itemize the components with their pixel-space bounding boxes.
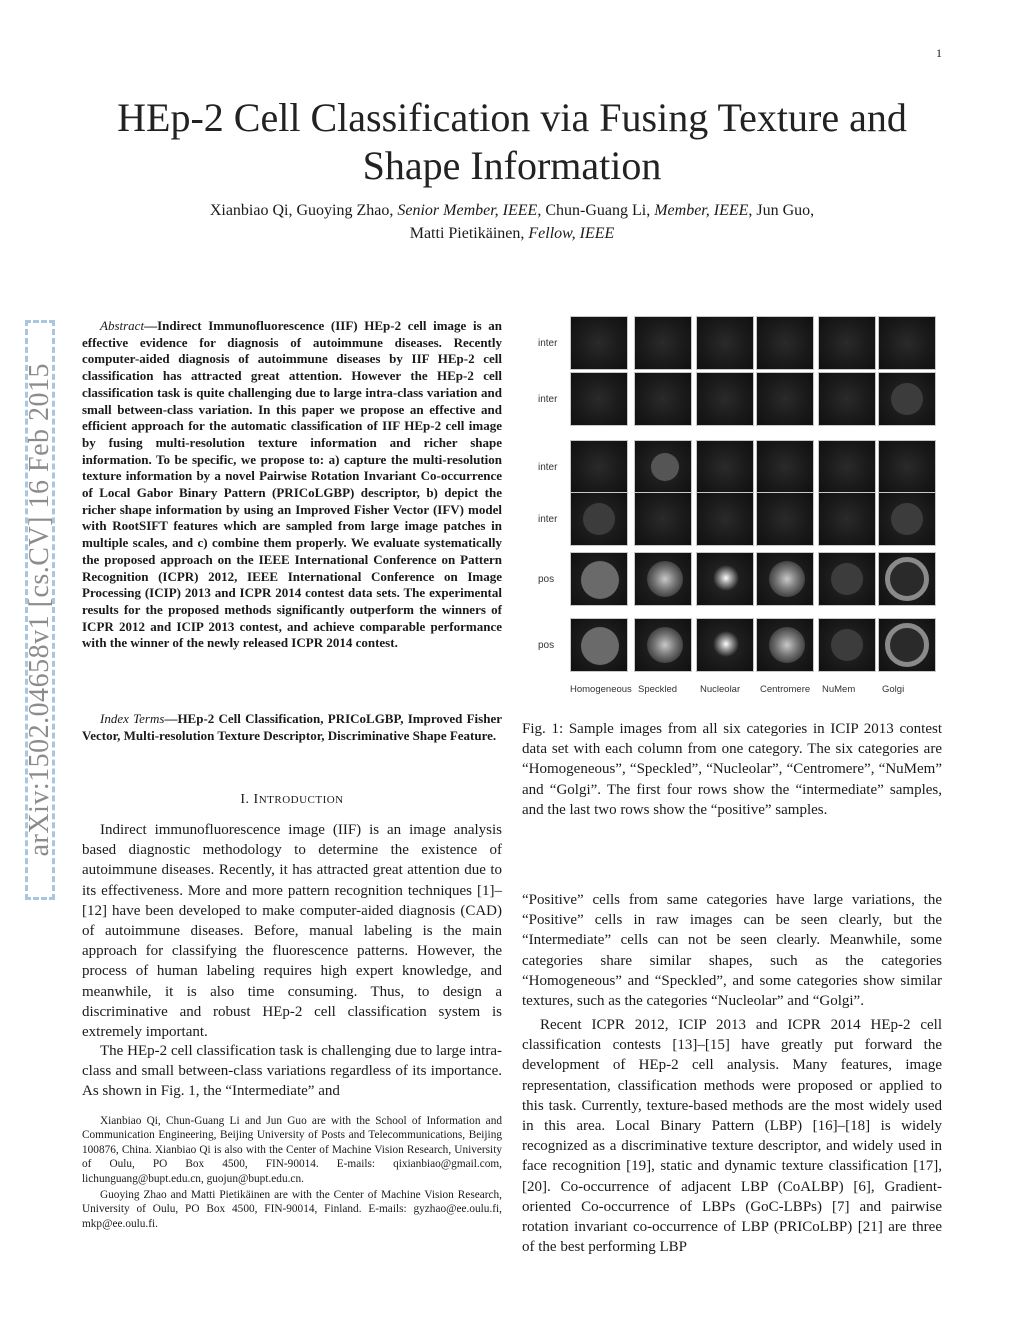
figure-cell-image — [570, 618, 628, 672]
figure-column-label: Centromere — [760, 684, 811, 695]
intro-paragraph-1: Indirect immunofluorescence image (IIF) is an image analysis based diagnostic methodology to determine the existence of autoimmune diseases. Recently, it has attracted great attention due to its effectiveness. More and more pattern recognition techniques [1]–[12] have been developed to make computer-aided diagnosis (CAD) of autoimmune diseases. Before, manual labeling is the main approach for classifying the fluorescence patterns. However, the process of human labeling requires high expert knowledge, and meanwhile, it is also time consuming. Thus, to design a discriminative and robust HEp-2 cell classification system is extremely important. — [82, 822, 502, 1041]
intro-paragraph-2: The HEp-2 cell classification task is challenging due to large intra-class and small between-class variations regardless of its importance. As shown in Fig. 1, the “Intermediate” and — [82, 1043, 502, 1100]
figure-cell-image — [634, 316, 692, 370]
figure-column-label: Nucleolar — [700, 684, 741, 695]
author-membership-2: Member, IEEE — [654, 202, 749, 219]
figure-column-label: NuMem — [822, 684, 856, 695]
figure-cell-image — [696, 492, 754, 546]
figure-cell-image — [634, 618, 692, 672]
index-terms — [82, 711, 502, 744]
figure-cell-image — [878, 618, 936, 672]
cell-nucleus — [885, 623, 929, 667]
author-names-1: Xianbiao Qi, Guoying Zhao, — [209, 202, 394, 219]
figure-cell-image — [818, 618, 876, 672]
right-paragraph-2: Recent ICPR 2012, ICIP 2013 and ICPR 2014 HEp-2 cell classification contests [13]–[15] have greatly put forward the development of HEp-2 cell analysis. Many features, image representation, classification methods were proposed or applied to this task. Currently, texture-based methods are the most widely used in this area. Local Binary Pattern (LBP) [16]–[18] is widely recognized as a discriminative texture descriptor, and widely used in face recognition [19], static and dynamic texture classification [17], [20]. Co-occurrence of adjacent LBP (CoALBP) [6], Gradient-oriented Co-occurrence of LBPs (GoC-LBPs) [7] and pairwise rotation invariant co-occurrence of LBP (PRICoLBP) [21] are three of the best performing LBP — [522, 1017, 942, 1256]
figure-cell-image — [570, 440, 628, 494]
figure-cell-image — [878, 552, 936, 606]
figure-cell-image — [570, 492, 628, 546]
author-membership-1: Senior Member, IEEE — [397, 202, 538, 219]
author-list — [100, 199, 924, 245]
figure-cell-image — [634, 372, 692, 426]
figure-1 — [536, 312, 946, 702]
figure-cell-image — [696, 316, 754, 370]
abstract-text: —Indirect Immunofluorescence (IIF) HEp-2 cell image is an effective evidence for diagnosis of autoimmune diseases. Recently computer-aided diagnosis of autoimmune diseases by IIF HEp-2 cell classification has attracted great attention. However the HEp-2 cell classification task is quite challenging due to large intra-class variation and small between-class variation. In this paper we propose an effective and efficient approach for the automatic classification of IIF HEp-2 cell image by fusing multi-resolution texture information and richer shape information. To be specific, we propose to: a) capture the multi-resolution texture information by a novel Pairwise Rotation Invariant Co-occurrence of Local Gabor Binary Pattern (PRICoLGBP) descriptor, b) depict the richer shape information by using an Improved Fisher Vector (IFV) model with RootSIFT features which are sampled from large image patches in multiple scales, and c) combine them properly. We evaluate systematically the proposed approach on the IEEE International Conference on Pattern Recognition (ICPR) 2012, IEEE International Conference on Image Processing (ICIP) 2013 and ICPR 2014 contest data sets. The experimental results for the proposed methods significantly outperform the winners of ICPR 2012 and ICIP 2013 contest, and achieve comparable performance with the winner of the newly released ICPR 2014 contest. — [82, 318, 502, 651]
section-number: I. — [240, 792, 254, 807]
figure-row-label: inter — [538, 394, 558, 405]
cell-nucleus — [769, 561, 805, 597]
figure-row-label: pos — [538, 574, 555, 585]
cell-nucleus — [647, 561, 683, 597]
section-title: NTRODUCTION — [258, 794, 344, 806]
figure-cell-image — [756, 440, 814, 494]
figure-cell-image — [570, 372, 628, 426]
figure-row-label: inter — [538, 338, 558, 349]
cell-nucleus — [891, 383, 923, 415]
figure-cell-image — [634, 440, 692, 494]
figure-caption: Fig. 1: Sample images from all six categories in ICIP 2013 contest data set with each column from one category. The six categories are “Homogeneous”, “Speckled”, “Nucleolar”, “Centromere”, “NuMem” and “Golgi”. The first four rows show the “intermediate” samples, and the last two rows show the “positive” samples. — [522, 721, 942, 818]
figure-cell-image — [818, 440, 876, 494]
author-names-3: , Jun Guo, — [748, 202, 815, 219]
figure-cell-image — [756, 372, 814, 426]
figure-cell-image — [878, 372, 936, 426]
cell-nucleus — [885, 557, 929, 601]
arxiv-identifier: arXiv:1502.04658v1 [cs.CV] 16 Feb 2015 — [24, 363, 55, 857]
figure-column-label: Golgi — [882, 684, 905, 695]
figure-cell-image — [756, 618, 814, 672]
figure-cell-image — [818, 492, 876, 546]
figure-cell-image — [696, 372, 754, 426]
cell-nucleus — [581, 627, 619, 665]
page-number: 1 — [936, 46, 942, 60]
cell-nucleus — [583, 503, 615, 535]
figure-cell-image — [878, 440, 936, 494]
figure-cell-image — [818, 552, 876, 606]
paper-title: HEp-2 Cell Classification via Fusing Texture and Shape Information — [117, 95, 907, 188]
figure-cell-image — [634, 552, 692, 606]
figure-column-label: Speckled — [638, 684, 678, 695]
cell-nucleus — [831, 629, 863, 661]
figure-row-label: pos — [538, 640, 555, 651]
abstract-label: Abstract — [100, 318, 145, 333]
figure-column-label: Homogeneous — [570, 684, 632, 695]
author-names-4: Matti Pietikäinen, — [409, 225, 525, 242]
footnotes — [82, 1114, 502, 1233]
abstract — [82, 318, 502, 652]
figure-row-label: inter — [538, 462, 558, 473]
author-membership-3: Fellow, IEEE — [528, 225, 615, 242]
footnote-2: Guoying Zhao and Matti Pietikäinen are with the Center of Machine Vision Research, University of Oulu, PO Box 4500, FIN-90014, Finland. E-mails: gyzhao@ee.oulu.fi, mkp@ee.oulu.fi. — [82, 1189, 502, 1230]
figure-cell-image — [570, 552, 628, 606]
figure-cell-image — [756, 492, 814, 546]
figure-cell-image — [818, 316, 876, 370]
author-names-2: , Chun-Guang Li, — [537, 202, 651, 219]
arxiv-stamp — [25, 320, 55, 900]
figure-cell-image — [696, 618, 754, 672]
figure-row-label: inter — [538, 514, 558, 525]
cell-nucleus — [581, 561, 619, 599]
cell-nucleus — [769, 627, 805, 663]
figure-cell-image — [756, 552, 814, 606]
right-paragraph-1: “Positive” cells from same categories have large variations, the “Positive” cells in raw images can be seen clearly, but the “Intermediate” cells can not be seen clearly. Meanwhile, some categories share similar shapes, such as the categories “Homogeneous” and “Speckled”, and some categories show similar textures, such as the categories “Nucleolar” and “Golgi”. — [522, 892, 942, 1010]
figure-cell-image — [878, 316, 936, 370]
cell-nucleus — [713, 565, 739, 591]
section-initial: I — [253, 792, 259, 807]
figure-cell-image — [818, 372, 876, 426]
cell-nucleus — [831, 563, 863, 595]
cell-nucleus — [651, 453, 679, 481]
cell-nucleus — [891, 503, 923, 535]
cell-nucleus — [647, 627, 683, 663]
cell-nucleus — [713, 631, 739, 657]
figure-cell-image — [634, 492, 692, 546]
figure-cell-image — [570, 316, 628, 370]
figure-cell-image — [696, 440, 754, 494]
footnote-1: Xianbiao Qi, Chun-Guang Li and Jun Guo are with the School of Information and Communication Engineering, Beijing University of Posts and Telecommunications, Beijing 100876, China. Xianbiao Qi is also with the Center of Machine Vision Research, University of Oulu, PO Box 4500, FIN-90014. E-mails: qixianbiao@gmail.com, lichunguang@bupt.edu.cn, guojun@bupt.edu.cn. — [82, 1115, 502, 1185]
figure-cell-image — [756, 316, 814, 370]
figure-cell-image — [878, 492, 936, 546]
index-terms-text: —HEp-2 Cell Classification, PRICoLGBP, Improved Fisher Vector, Multi-resolution Texture Descriptor, Discriminative Shape Feature. — [82, 711, 502, 743]
section-heading — [82, 792, 502, 808]
index-terms-label: Index Terms — [100, 711, 165, 726]
figure-cell-image — [696, 552, 754, 606]
